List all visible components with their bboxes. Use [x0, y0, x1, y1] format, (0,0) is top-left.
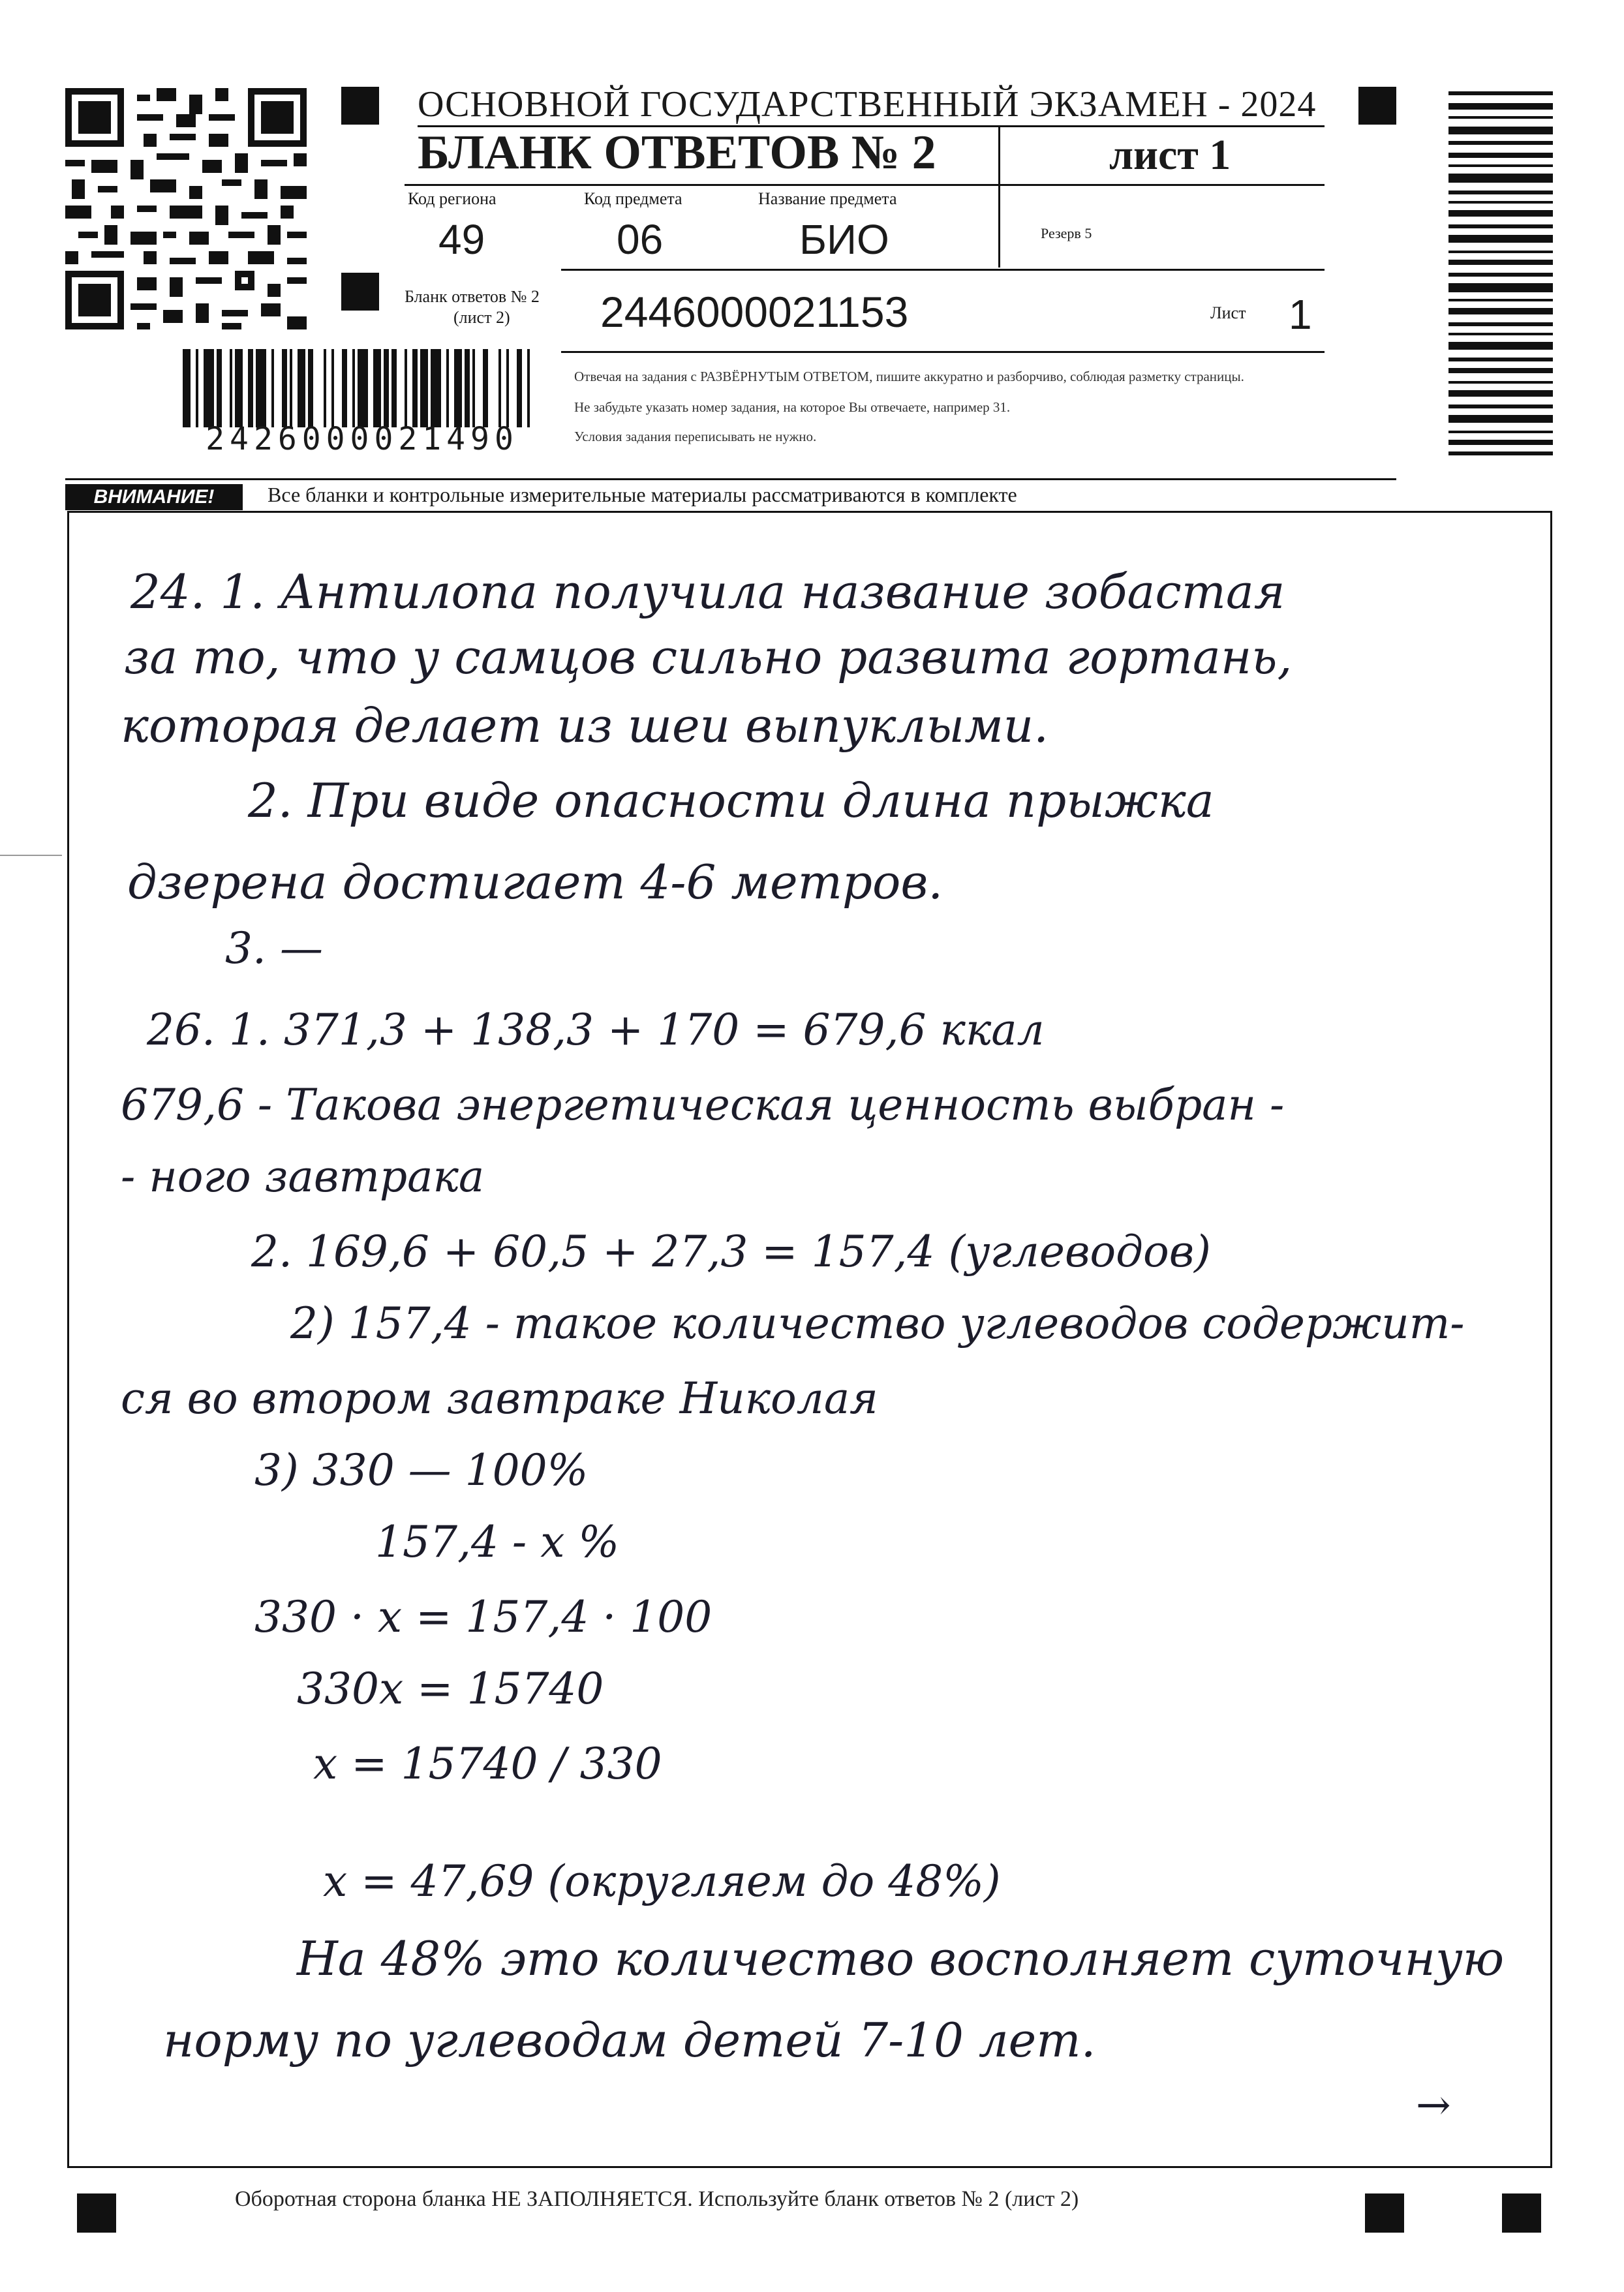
- subject-name-label: Название предмета: [758, 189, 897, 208]
- subject-code-label: Код предмета: [584, 189, 682, 208]
- answers-sheet-number: 2446000021153: [600, 288, 909, 336]
- stripe-code: [1448, 91, 1553, 457]
- sheet-label: лист 1: [1109, 131, 1231, 179]
- answer-line: за то, что у самцов сильно развита гортань,: [124, 630, 1293, 684]
- exam-title: ОСНОВНОЙ ГОСУДАРСТВЕННЫЙ ЭКЗАМЕН - 2024: [418, 84, 1317, 125]
- region-value: 49: [438, 216, 485, 263]
- answer-line: На 48% это количество восполняет суточную: [297, 1931, 1505, 1986]
- header-divider: [998, 127, 1000, 267]
- answer-line: 26. 1. 371,3 + 138,3 + 170 = 679,6 ккал: [147, 1005, 1045, 1055]
- answer-line: 679,6 - Такова энергетическая ценность выбран -: [121, 1080, 1285, 1130]
- answer-line: которая делает из шеи выпуклыми.: [121, 698, 1049, 753]
- header-rule: [405, 184, 1325, 186]
- warning-badge: ВНИМАНИЕ!: [65, 484, 243, 510]
- subject-code-value: 06: [617, 216, 664, 263]
- fields-rule: [561, 269, 1325, 271]
- answer-line: x = 15740 / 330: [313, 1739, 662, 1789]
- number-rule: [561, 351, 1325, 353]
- answer-line: норму по углеводам детей 7-10 лет.: [163, 2013, 1096, 2068]
- qr-code: [65, 88, 307, 329]
- answer-line: 330 · x = 157,4 · 100: [254, 1592, 712, 1642]
- warning-text: Все бланки и контрольные измерительные материалы рассматриваются в комплекте: [268, 483, 1017, 506]
- timing-mark: [341, 87, 379, 125]
- barcode-number: 2426000021490: [206, 421, 519, 457]
- answer-line: ся во втором завтраке Николая: [121, 1373, 878, 1424]
- form-title: БЛАНК ОТВЕТОВ № 2: [418, 126, 936, 179]
- instruction-line: Условия задания переписывать не нужно.: [574, 429, 817, 444]
- instruction-line: Не забудьте указать номер задания, на которое Вы отвечаете, например 31.: [574, 399, 1011, 415]
- arrow-icon: →: [1416, 2081, 1451, 2130]
- instruction-line: Отвечая на задания с РАЗВЁРНУТЫМ ОТВЕТОМ, пишите аккуратно и разборчиво, соблюдая разметку страницы.: [574, 369, 1244, 384]
- answer-line: 3) 330 — 100%: [254, 1445, 589, 1495]
- warning-rule: [65, 478, 1396, 480]
- margin-mark: [0, 855, 62, 856]
- list-value: 1: [1289, 291, 1312, 338]
- answer-line: x = 47,69 (округляем до 48%): [323, 1856, 1001, 1906]
- subject-name-value: БИО: [799, 216, 889, 263]
- timing-mark: [1365, 2193, 1404, 2233]
- answer-line: 2. При виде опасности длина прыжка: [248, 773, 1214, 828]
- timing-mark: [77, 2193, 116, 2233]
- barcode: [183, 349, 535, 427]
- answer-line: 24. 1. Антилопа получила название зобастая: [130, 564, 1285, 619]
- timing-mark: [1358, 87, 1396, 125]
- answer-line: - ного завтрака: [121, 1152, 485, 1202]
- region-label: Код региона: [408, 189, 497, 208]
- answer-line: 2) 157,4 - такое количество углеводов содержит-: [290, 1298, 1465, 1349]
- answers-sheet-label: Бланк ответов № 2: [405, 287, 540, 306]
- answers-sheet-sublabel: (лист 2): [453, 308, 510, 327]
- answer-line: 2. 169,6 + 60,5 + 27,3 = 157,4 (углеводов): [251, 1227, 1211, 1277]
- answer-line: 3. —: [225, 923, 323, 973]
- footer-note: Оборотная сторона бланка НЕ ЗАПОЛНЯЕТСЯ. Используйте бланк ответов № 2 (лист 2): [235, 2187, 1079, 2211]
- list-label: Лист: [1210, 303, 1246, 322]
- answer-line: дзерена достигает 4-6 метров.: [127, 855, 943, 909]
- reserve-label: Резерв 5: [1041, 225, 1092, 241]
- answer-line: 157,4 - x %: [375, 1517, 620, 1567]
- timing-mark: [1502, 2193, 1541, 2233]
- timing-mark: [341, 273, 379, 311]
- answer-line: 330x = 15740: [297, 1664, 604, 1714]
